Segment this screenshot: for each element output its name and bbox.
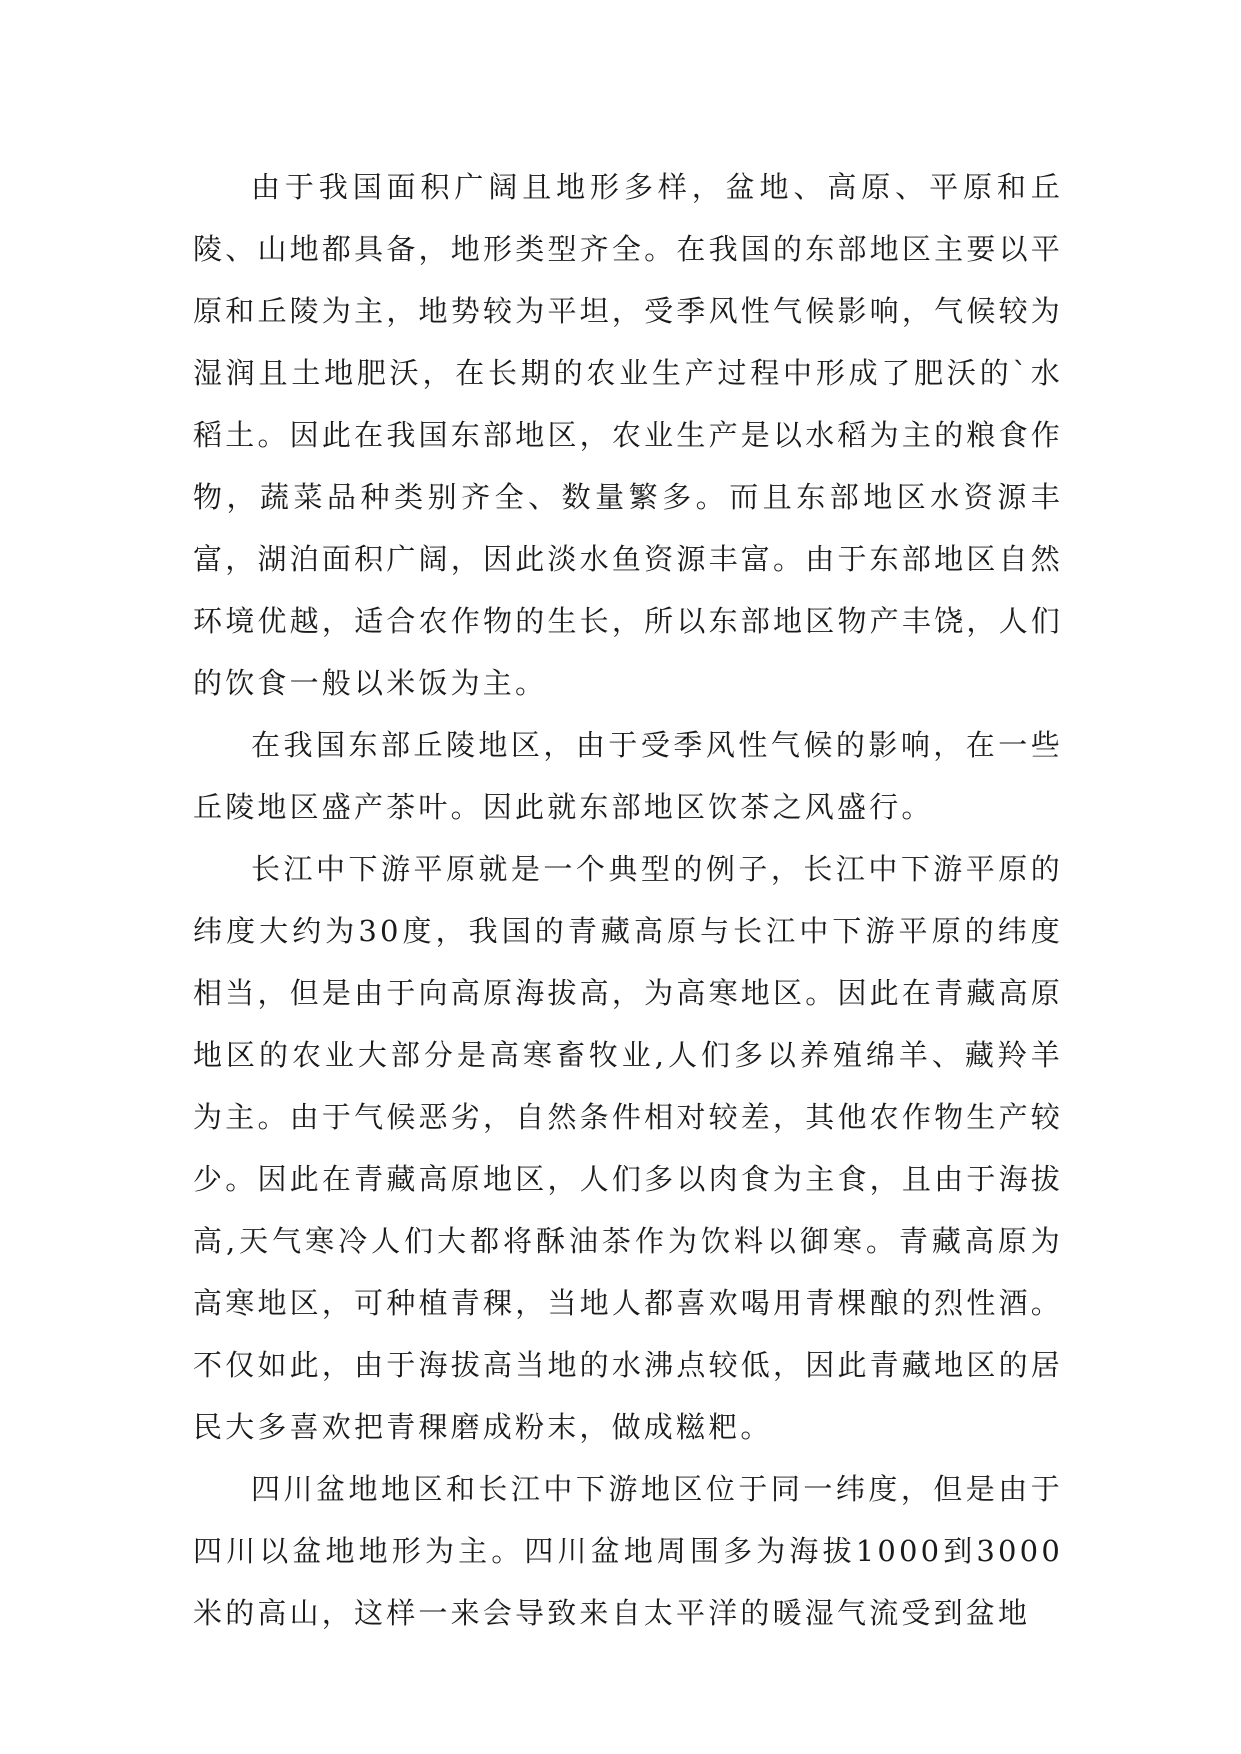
paragraph-2: 在我国东部丘陵地区，由于受季风性气候的影响，在一些丘陵地区盛产茶叶。因此就东部地区饮茶之风盛行。 <box>193 728 1063 824</box>
paragraph-3: 长江中下游平原就是一个典型的例子，长江中下游平原的纬度大约为30度，我国的青藏高原与长江中下游平原的纬度相当，但是由于向高原海拔高，为高寒地区。因此在青藏高原地区的农业大部分是高寒畜牧业,人们多以养殖绵羊、藏羚羊为主。由于气候恶劣，自然条件相对较差，其他农作物生产较少。因此在青藏高原地区，人们多以肉食为主食，且由于海拔高,天气寒冷人们大都将酥油茶作为饮料以御寒。青藏高原为高寒地区，可种植青稞，当地人都喜欢喝用青棵酿的烈性酒。不仅如此，由于海拔高当地的水沸点较低，因此青藏地区的居民大多喜欢把青稞磨成粉末，做成糍粑。 <box>193 852 1063 1444</box>
body-text <box>193 156 1063 1644</box>
paragraph-4: 四川盆地地区和长江中下游地区位于同一纬度，但是由于四川以盆地地形为主。四川盆地周围多为海拔1000到3000米的高山，这样一来会导致来自太平洋的暖湿气流受到盆地 <box>193 1472 1063 1630</box>
paragraph-1: 由于我国面积广阔且地形多样，盆地、高原、平原和丘陵、山地都具备，地形类型齐全。在我国的东部地区主要以平原和丘陵为主，地势较为平坦，受季风性气候影响，气候较为湿润且土地肥沃，在长期的农业生产过程中形成了肥沃的`水稻土。因此在我国东部地区，农业生产是以水稻为主的粮食作物，蔬菜品种类别齐全、数量繁多。而且东部地区水资源丰富，湖泊面积广阔，因此淡水鱼资源丰富。由于东部地区自然环境优越，适合农作物的生长，所以东部地区物产丰饶，人们的饮食一般以米饭为主。 <box>193 170 1063 700</box>
